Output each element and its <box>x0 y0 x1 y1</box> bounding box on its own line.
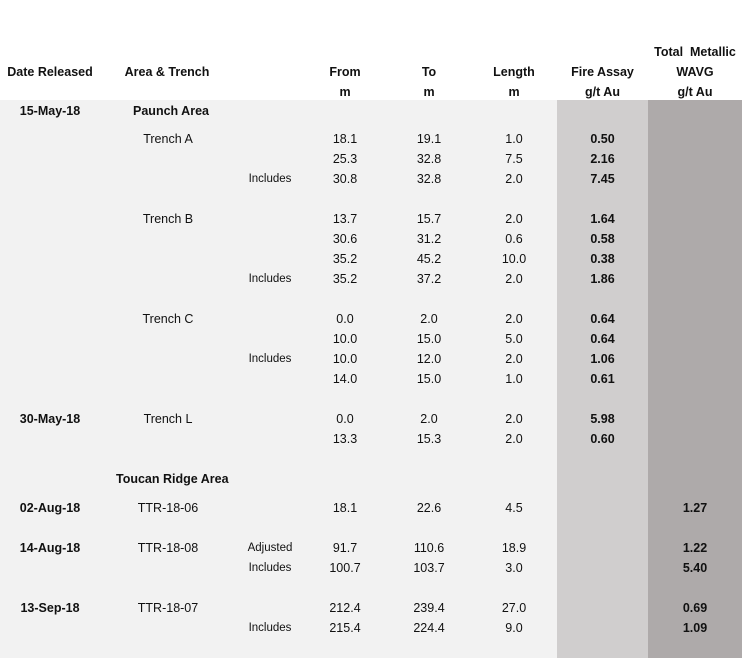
row-1-area: Paunch Area <box>133 104 209 118</box>
row-6-from: 30.6 <box>332 232 358 246</box>
row-16-length: 4.5 <box>505 501 523 515</box>
row-3-from: 25.3 <box>332 152 358 166</box>
header-area-trench: Area & Trench <box>124 65 210 79</box>
row-9-trench: Trench C <box>142 312 194 326</box>
row-19-trench: TTR-18-07 <box>137 601 199 615</box>
header-fire-assay: Fire Assay <box>571 65 634 79</box>
header-length: Length <box>493 65 535 79</box>
row-17-date: 14-Aug-18 <box>19 541 81 555</box>
header-total-unit: g/t Au <box>677 85 713 99</box>
row-5-length: 2.0 <box>505 212 523 226</box>
row-7-fire: 0.38 <box>590 252 615 266</box>
row-7-to: 45.2 <box>416 252 442 266</box>
row-1-date: 15-May-18 <box>19 104 81 118</box>
row-13-length: 2.0 <box>505 412 523 426</box>
row-8-to: 37.2 <box>416 272 442 286</box>
row-12-fire: 0.61 <box>590 372 615 386</box>
header-date-released: Date Released <box>7 65 93 79</box>
row-11-from: 10.0 <box>332 352 358 366</box>
row-2-to: 19.1 <box>416 132 442 146</box>
row-13-fire: 5.98 <box>590 412 615 426</box>
row-13-trench: Trench L <box>143 412 193 426</box>
row-9-to: 2.0 <box>420 312 438 326</box>
row-10-to: 15.0 <box>416 332 442 346</box>
row-20-total: 1.09 <box>682 621 708 635</box>
row-2-length: 1.0 <box>505 132 523 146</box>
header-from-unit: m <box>339 85 351 99</box>
row-19-date: 13-Sep-18 <box>20 601 80 615</box>
row-18-total: 5.40 <box>682 561 708 575</box>
row-19-total: 0.69 <box>682 601 708 615</box>
row-6-to: 31.2 <box>416 232 442 246</box>
row-17-total: 1.22 <box>682 541 708 555</box>
row-9-length: 2.0 <box>505 312 523 326</box>
row-16-trench: TTR-18-06 <box>137 501 199 515</box>
row-5-fire: 1.64 <box>590 212 615 226</box>
row-14-from: 13.3 <box>332 432 358 446</box>
row-16-date: 02-Aug-18 <box>19 501 81 515</box>
row-6-fire: 0.58 <box>590 232 615 246</box>
row-11-note: Includes <box>248 353 292 365</box>
row-4-fire: 7.45 <box>590 172 615 186</box>
row-10-length: 5.0 <box>505 332 523 346</box>
row-16-total: 1.27 <box>682 501 708 515</box>
row-5-to: 15.7 <box>416 212 442 226</box>
row-11-length: 2.0 <box>505 352 523 366</box>
header-fire-assay-unit: g/t Au <box>585 85 620 99</box>
row-3-fire: 2.16 <box>590 152 615 166</box>
row-9-fire: 0.64 <box>590 312 615 326</box>
row-13-to: 2.0 <box>420 412 438 426</box>
row-6-length: 0.6 <box>505 232 523 246</box>
header-total-wavg: WAVG <box>676 65 714 79</box>
row-18-note: Includes <box>248 562 292 574</box>
row-20-note: Includes <box>248 622 292 634</box>
row-14-length: 2.0 <box>505 432 523 446</box>
row-17-trench: TTR-18-08 <box>137 541 199 555</box>
header-total-metallic: Total Metallic <box>654 45 736 59</box>
header-to: To <box>421 65 437 79</box>
row-14-to: 15.3 <box>416 432 442 446</box>
row-19-length: 27.0 <box>501 601 527 615</box>
row-16-to: 22.6 <box>416 501 442 515</box>
row-17-note: Adjusted <box>247 542 293 554</box>
row-17-length: 18.9 <box>501 541 527 555</box>
row-8-note: Includes <box>248 273 292 285</box>
header-length-unit: m <box>508 85 520 99</box>
row-16-from: 18.1 <box>332 501 358 515</box>
row-12-length: 1.0 <box>505 372 523 386</box>
row-8-from: 35.2 <box>332 272 358 286</box>
row-4-note: Includes <box>248 173 292 185</box>
row-15-area: Toucan Ridge Area <box>116 472 229 486</box>
row-19-to: 239.4 <box>413 601 445 615</box>
row-20-to: 224.4 <box>413 621 445 635</box>
row-20-from: 215.4 <box>329 621 361 635</box>
row-9-from: 0.0 <box>336 312 354 326</box>
row-17-to: 110.6 <box>413 541 445 555</box>
row-17-from: 91.7 <box>332 541 358 555</box>
row-12-to: 15.0 <box>416 372 442 386</box>
row-14-fire: 0.60 <box>590 432 615 446</box>
row-5-trench: Trench B <box>142 212 194 226</box>
row-11-to: 12.0 <box>416 352 442 366</box>
row-18-length: 3.0 <box>505 561 523 575</box>
row-7-length: 10.0 <box>501 252 527 266</box>
row-5-from: 13.7 <box>332 212 358 226</box>
row-10-fire: 0.64 <box>590 332 615 346</box>
row-3-length: 7.5 <box>505 152 523 166</box>
row-2-from: 18.1 <box>332 132 358 146</box>
row-18-to: 103.7 <box>413 561 445 575</box>
row-13-from: 0.0 <box>336 412 354 426</box>
row-4-to: 32.8 <box>416 172 442 186</box>
row-8-length: 2.0 <box>505 272 523 286</box>
row-12-from: 14.0 <box>332 372 358 386</box>
row-18-from: 100.7 <box>329 561 361 575</box>
row-2-fire: 0.50 <box>590 132 615 146</box>
header-to-unit: m <box>423 85 435 99</box>
header-from: From <box>329 65 361 79</box>
row-8-fire: 1.86 <box>590 272 615 286</box>
row-20-length: 9.0 <box>505 621 523 635</box>
row-7-from: 35.2 <box>332 252 358 266</box>
row-13-date: 30-May-18 <box>19 412 81 426</box>
row-3-to: 32.8 <box>416 152 442 166</box>
row-4-from: 30.8 <box>332 172 358 186</box>
row-19-from: 212.4 <box>329 601 361 615</box>
row-11-fire: 1.06 <box>590 352 615 366</box>
row-2-trench: Trench A <box>143 132 193 146</box>
row-10-from: 10.0 <box>332 332 358 346</box>
row-4-length: 2.0 <box>505 172 523 186</box>
